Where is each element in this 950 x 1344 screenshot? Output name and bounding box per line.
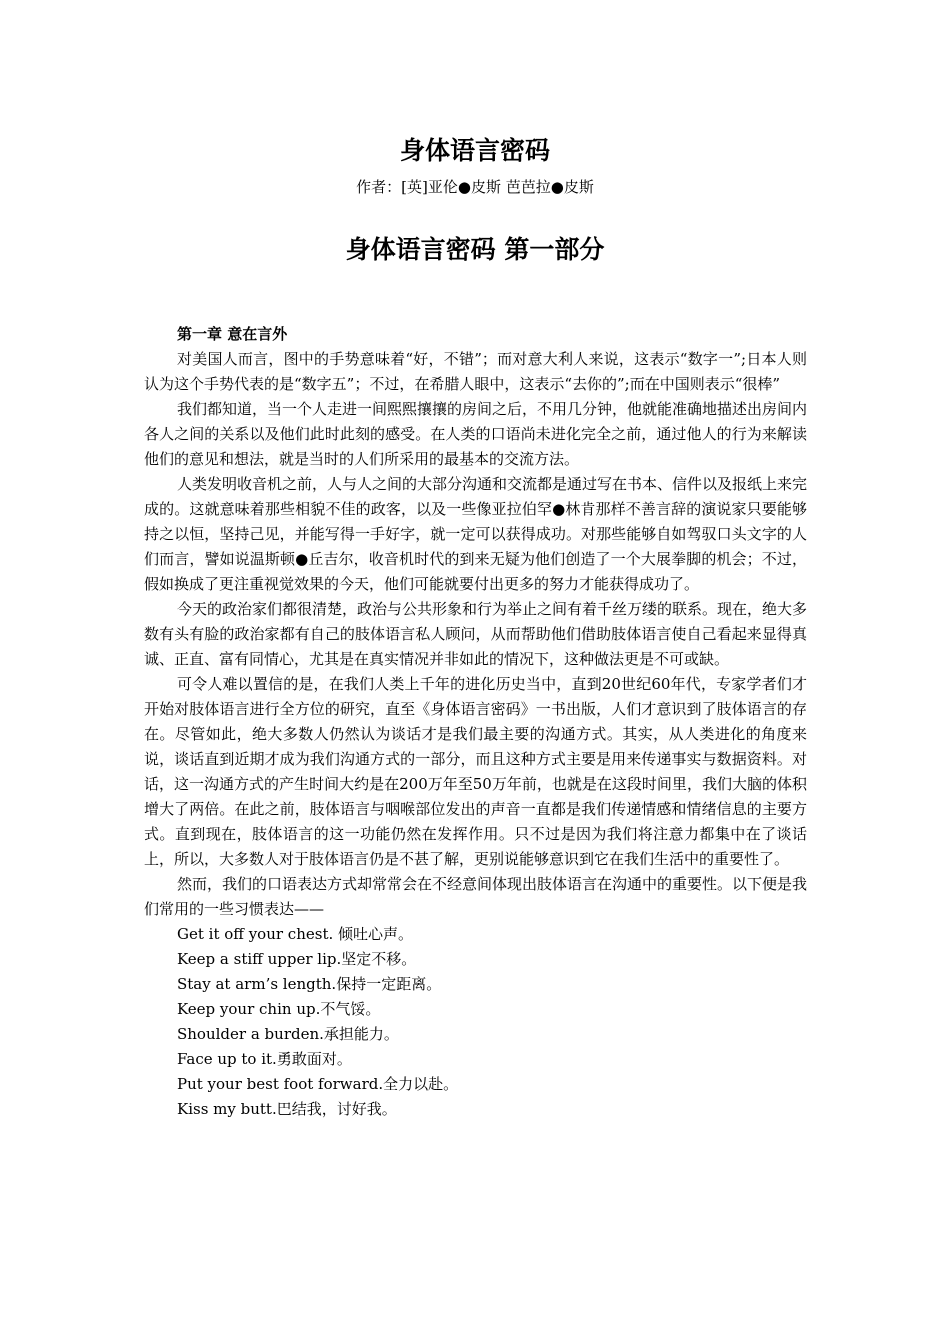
book-title: 身体语言密码 bbox=[399, 136, 550, 165]
phrase-item: Shoulder a burden.承担能力。 bbox=[177, 1025, 399, 1043]
phrase-item: Stay at arm’s length.保持一定距离。 bbox=[177, 975, 442, 993]
phrase-item: Keep your chin up.不气馁。 bbox=[177, 1000, 381, 1018]
phrase-item: Put your best foot forward.全力以赴。 bbox=[177, 1075, 459, 1093]
paragraph-1: 对美国人而言，图中的手势意味着“好，不错”；而对意大利人来说，这表示“数字一”;日本人则认为这个手势代表的是“数字五”；不过，在希腊人眼中，这表示“去你的”;而在中国则表示“很棒” bbox=[144, 350, 807, 393]
phrase-item: Kiss my butt.巴结我，讨好我。 bbox=[177, 1100, 397, 1118]
paragraph-2: 我们都知道，当一个人走进一间熙熙攘攘的房间之后，不用几分钟，他就能准确地描述出房间内各人之间的关系以及他们此时此刻的感受。在人类的口语尚未进化完全之前，通过他人的行为来解读他们的意见和想法，就是当时的人们所采用的最基本的交流方法。 bbox=[144, 400, 808, 468]
part-title: 身体语言密码 第一部分 bbox=[345, 235, 605, 264]
paragraph-3: 人类发明收音机之前，人与人之间的大部分沟通和交流都是通过写在书本、信件以及报纸上来完成的。这就意味着那些相貌不佳的政客，以及一些像亚拉伯罕●林肯那样不善言辞的演说家只要能够持之以恒，坚持己见，并能写得一手好字，就一定可以获得成功。对那些能够自如驾驭口头文字的人们而言，譬如说温斯顿●丘吉尔，收音机时代的到来无疑为他们创造了一个大展拳脚的机会；不过，假如换成了更注重视觉效果的今天，他们可能就要付出更多的努力才能获得成功了。 bbox=[144, 475, 808, 593]
phrase-item: Get it off your chest. 倾吐心声。 bbox=[177, 925, 414, 943]
paragraph-6: 然而，我们的口语表达方式却常常会在不经意间体现出肢体语言在沟通中的重要性。以下便是我们常用的一些习惯表达—— bbox=[144, 875, 808, 918]
author-line: 作者：[英]亚伦●皮斯 芭芭拉●皮斯 bbox=[356, 178, 594, 196]
paragraph-5: 可令人难以置信的是，在我们人类上千年的进化历史当中，直到20世纪60年代，专家学者们才开始对肢体语言进行全方位的研究，直至《身体语言密码》一书出版，人们才意识到了肢体语言的存在。尽管如此，绝大多数人仍然认为谈话才是我们最主要的沟通方式。其实，从人类进化的角度来说，谈话直到近期才成为我们沟通方式的一部分，而且这种方式主要是用来传递事实与数据资料。对话，这一沟通方式的产生时间大约是在200万年至50万年前，也就是在这段时间里，我们大脑的体积增大了两倍。在此之前，肢体语言与咽喉部位发出的声音一直都是我们传递情感和情绪信息的主要方式。直到现在，肢体语言的这一功能仍然在发挥作用。只不过是因为我们将注意力都集中在了谈话上，所以，大多数人对于肢体语言仍是不甚了解，更别说能够意识到它在我们生活中的重要性了。 bbox=[144, 675, 807, 868]
chapter-title: 第一章 意在言外 bbox=[177, 325, 288, 343]
paragraph-4: 今天的政治家们都很清楚，政治与公共形象和行为举止之间有着千丝万缕的联系。现在，绝大多数有头有脸的政治家都有自己的肢体语言私人顾问，从而帮助他们借助肢体语言使自己看起来显得真诚、正直、富有同情心，尤其是在真实情况并非如此的情况下，这种做法更是不可或缺。 bbox=[144, 600, 808, 668]
phrase-item: Face up to it.勇敢面对。 bbox=[177, 1050, 352, 1068]
chapter-body bbox=[144, 322, 807, 1122]
phrase-item: Keep a stiff upper lip.坚定不移。 bbox=[177, 950, 417, 968]
